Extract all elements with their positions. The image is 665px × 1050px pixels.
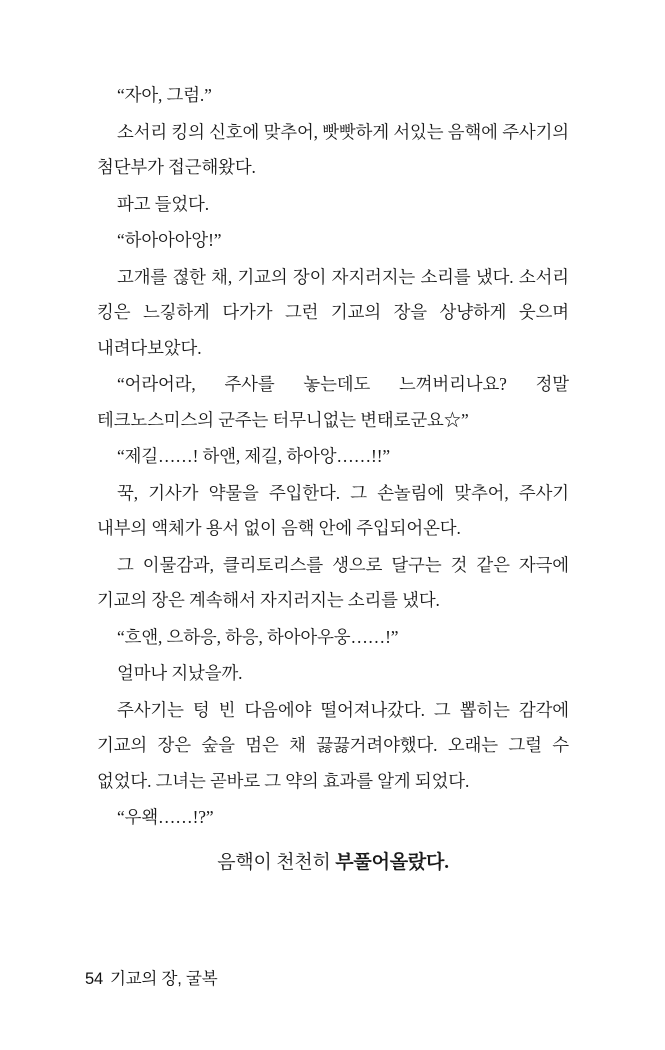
paragraph: 소서리 킹의 신호에 맞추어, 빳빳하게 서있는 음핵에 주사기의 첨단부가 접근해왔다.	[97, 121, 569, 177]
footer-title: 기교의 장, 굴복	[109, 970, 218, 988]
climax-bold-text: 부풀어올랐다.	[335, 852, 449, 873]
paragraph: 고개를 젾한 채, 기교의 장이 자지러지는 소리를 냈다. 소서리 킹은 느깋하게 다가가 그런 기교의 장을 상냥하게 웃으며 내려다보았다.	[97, 266, 569, 358]
paragraph: 파고 들었다.	[117, 193, 209, 214]
paragraph: “제길……! 하앤, 제길, 하아앙……!!”	[117, 446, 391, 466]
paragraph: “자아, 그럼.”	[117, 85, 212, 105]
page-number: 54	[85, 970, 103, 988]
paragraph: “하아아아앙!”	[117, 230, 222, 250]
climax-line	[97, 848, 569, 878]
paragraph: “우왝……!?”	[117, 807, 214, 827]
paragraph: 얼마나 지났을까.	[117, 663, 243, 683]
paragraph: 주사기는 텅 빈 다음에야 떨어져나갔다. 그 뽑히는 감각에 기교의 장은 숲을 멈은 채 끓끓거려야했다. 오래는 그럴 수 없었다. 그녀는 곧바로 그 약의 효과를 알게 되었다.	[97, 699, 569, 791]
paragraph: 그 이물감과, 클리토리스를 생으로 달구는 것 같은 자극에 기교의 장은 계속해서 자지러지는 소리를 냈다.	[97, 554, 569, 610]
paragraph: “흐앤, 으하응, 하응, 하아아우웅……!”	[117, 626, 399, 647]
paragraph: “어라어라, 주사를 놓는데도 느껴버리나요? 정말 테크노스미스의 군주는 터무니없는 변태로군요☆”	[97, 374, 569, 430]
page-footer	[85, 965, 218, 989]
paragraph: 꾹, 기사가 약물을 주입한다. 그 손놀림에 맞추어, 주사기 내부의 액체가 용서 없이 음핵 안에 주입되어온다.	[97, 482, 569, 538]
climax-plain-text: 음핵이 천천히	[217, 852, 336, 873]
body-text-block	[97, 78, 569, 837]
